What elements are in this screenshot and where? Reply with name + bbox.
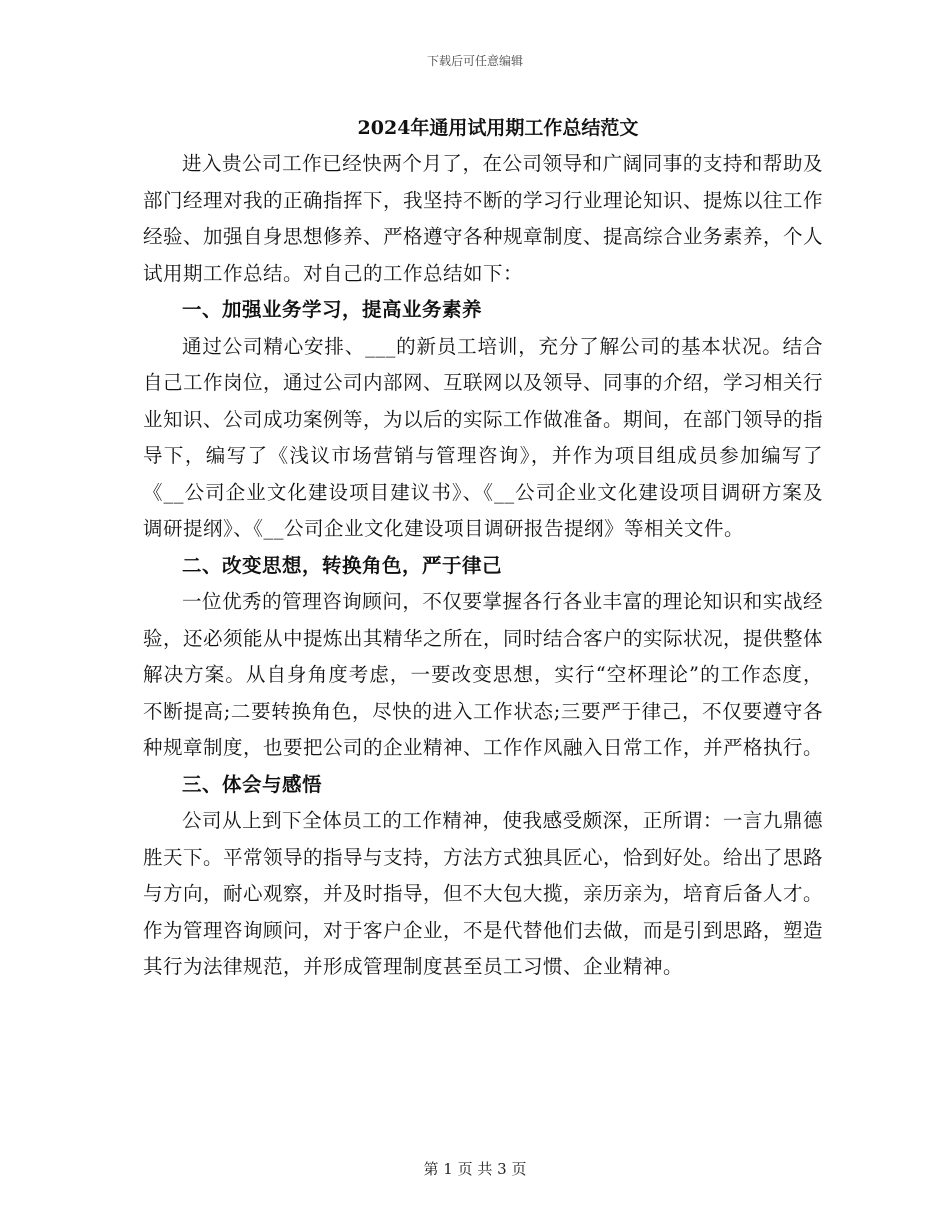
section-heading-1: 一、加强业务学习，提高业务素养 bbox=[182, 298, 483, 321]
intro-paragraph: 进入贵公司工作已经快两个月了，在公司领导和广阔同事的支持和帮助及部门经理对我的正确指挥下，我坚持不断的学习行业理论知识、提炼以往工作经验、加强自身思想修养、严格遵守各种规章制度、提高综合业务素养，个人试用期工作总结。对自己的工作总结如下： bbox=[143, 152, 824, 285]
header-note: 下载后可任意编辑 bbox=[426, 54, 523, 68]
section-body-1: 通过公司精心安排、___的新员工培训，充分了解公司的基本状况。结合自己工作岗位，通过公司内部网、互联网以及领导、同事的介绍，学习相关行业知识、公司成功案例等，为以后的实际工作做准备。期间，在部门领导的指导下，编写了《浅议市场营销与管理咨询》，并作为项目组成员参加编写了《__公司企业文化建设项目建议书》、《__公司企业文化建设项目调研方案及调研提纲》、《__公司企业文化建设项目调研报告提纲》等相关文件。 bbox=[143, 334, 824, 540]
section-body-3: 公司从上到下全体员工的工作精神，使我感受颇深，正所谓：一言九鼎德胜天下。平常领导的指导与支持，方法方式独具匠心，恰到好处。给出了思路与方向，耐心观察，并及时指导，但不大包大揽，亲历亲为，培育后备人才。作为管理咨询顾问，对于客户企业，不是代替他们去做，而是引到思路，塑造其行为法律规范，并形成管理制度甚至员工习惯、企业精神。 bbox=[143, 809, 824, 978]
document-body bbox=[143, 110, 823, 986]
section-heading-3: 三、体会与感悟 bbox=[182, 772, 323, 796]
section-heading-2: 二、改变思想，转换角色，严于律己 bbox=[182, 553, 503, 577]
document-title: 2024年通用试用期工作总结范文 bbox=[357, 117, 639, 139]
section-body-2: 一位优秀的管理咨询顾问，不仅要掌握各行各业丰富的理论知识和实战经验，还必须能从中提炼出其精华之所在，同时结合客户的实际状况，提供整体解决方案。从自身角度考虑，一要改变思想，实行“空杯理论”的工作态度，不断提高;二要转换角色，尽快的进入工作状态;三要严于律己，不仅要遵守各种规章制度，也要把公司的企业精神、工作作风融入日常工作，并严格执行。 bbox=[143, 590, 824, 759]
page-number: 第 1 页 共 3 页 bbox=[423, 1160, 527, 1178]
